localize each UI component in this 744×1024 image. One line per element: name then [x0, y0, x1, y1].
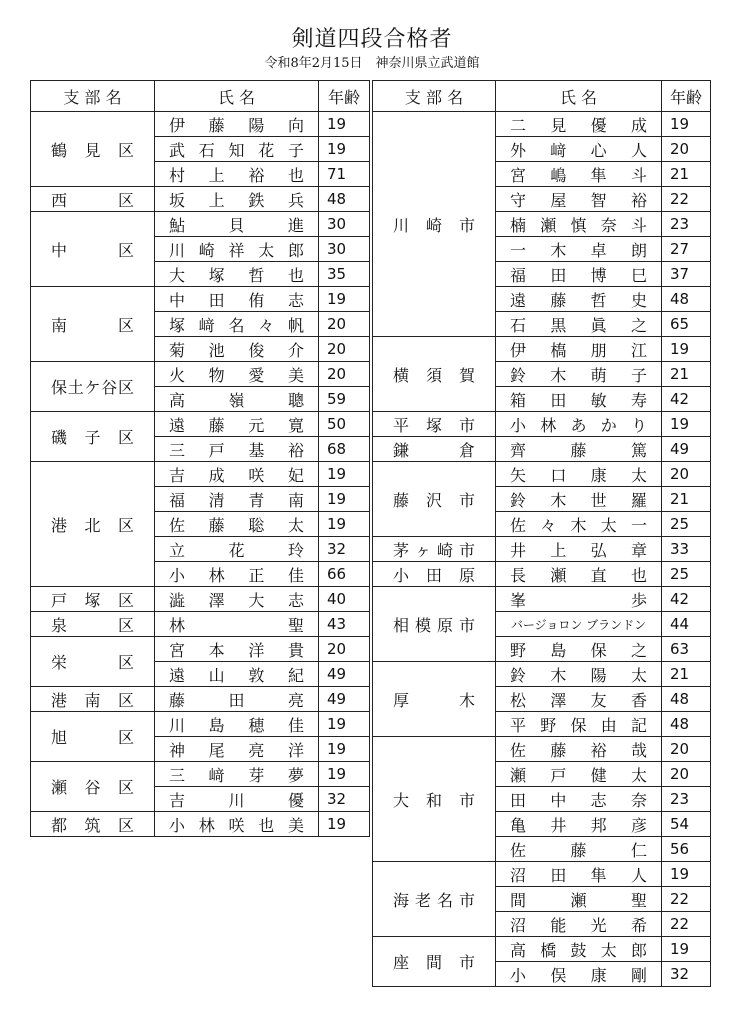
member-age: 22	[662, 187, 711, 212]
branch-name: 横須賀	[373, 337, 496, 412]
left-results-table	[30, 80, 370, 837]
member-name: 火物愛美	[155, 362, 319, 387]
member-age: 25	[662, 562, 711, 587]
member-name: 松澤友香	[496, 687, 662, 712]
member-name: 宮嶋隼斗	[496, 162, 662, 187]
member-name: 高橋鼓太郎	[496, 937, 662, 962]
member-age: 21	[662, 662, 711, 687]
member-age: 20	[319, 312, 370, 337]
member-name: 中田侑志	[155, 287, 319, 312]
branch-name: 厚木	[373, 662, 496, 737]
member-age: 21	[662, 487, 711, 512]
member-name: 三戸基裕	[155, 437, 319, 462]
member-age: 19	[662, 412, 711, 437]
member-name: 佐々木太一	[496, 512, 662, 537]
table-row	[373, 562, 711, 587]
member-age: 40	[319, 587, 370, 612]
member-age: 19	[662, 862, 711, 887]
table-row	[31, 287, 370, 312]
member-age: 35	[319, 262, 370, 287]
member-name: 長瀬直也	[496, 562, 662, 587]
member-name: 坂上鉄兵	[155, 187, 319, 212]
member-age: 19	[319, 512, 370, 537]
member-age: 68	[319, 437, 370, 462]
member-name: 立花玲	[155, 537, 319, 562]
member-age: 19	[319, 137, 370, 162]
table-row	[31, 412, 370, 437]
member-age: 21	[662, 162, 711, 187]
branch-header: 支 部 名	[373, 81, 496, 112]
branch-name: 平塚市	[373, 412, 496, 437]
member-name: 福清青南	[155, 487, 319, 512]
member-name: 鈴木世羅	[496, 487, 662, 512]
member-age: 71	[319, 162, 370, 187]
member-name: 守屋智裕	[496, 187, 662, 212]
member-age: 48	[662, 712, 711, 737]
member-name: 吉川優	[155, 787, 319, 812]
member-age: 32	[662, 962, 711, 987]
member-age: 19	[319, 112, 370, 137]
branch-name: 相模原市	[373, 587, 496, 662]
member-age: 23	[662, 212, 711, 237]
member-name: 野島保之	[496, 637, 662, 662]
member-age: 19	[662, 937, 711, 962]
member-name: 遠藤哲史	[496, 287, 662, 312]
member-name: 宮本洋貴	[155, 637, 319, 662]
member-name: 瀬戸健太	[496, 762, 662, 787]
member-age: 49	[662, 437, 711, 462]
branch-name: 鶴見区	[31, 112, 155, 187]
member-age: 42	[662, 587, 711, 612]
member-age: 56	[662, 837, 711, 862]
member-age: 32	[319, 537, 370, 562]
member-name: 川崎祥太郎	[155, 237, 319, 262]
member-age: 19	[319, 737, 370, 762]
member-name: 峯歩	[496, 587, 662, 612]
member-age: 50	[319, 412, 370, 437]
member-age: 30	[319, 237, 370, 262]
member-name: 沼田隼人	[496, 862, 662, 887]
branch-name: 瀬谷区	[31, 762, 155, 812]
member-name: 佐藤裕哉	[496, 737, 662, 762]
branch-name: 磯子区	[31, 412, 155, 462]
table-row	[373, 537, 711, 562]
branch-name: 鎌倉	[373, 437, 496, 462]
member-age: 23	[662, 787, 711, 812]
table-row	[373, 662, 711, 687]
branch-name: 海老名市	[373, 862, 496, 937]
member-name: 林聖	[155, 612, 319, 637]
member-name: 塚﨑名々帆	[155, 312, 319, 337]
table-row	[373, 737, 711, 762]
member-name: 伊藤陽向	[155, 112, 319, 137]
member-age: 44	[662, 612, 711, 637]
member-name: 伊槗朋江	[496, 337, 662, 362]
table-row	[31, 462, 370, 487]
table-row	[31, 212, 370, 237]
branch-name: 小田原	[373, 562, 496, 587]
table-row	[31, 587, 370, 612]
member-age: 54	[662, 812, 711, 837]
branch-name: 西区	[31, 187, 155, 212]
member-age: 20	[662, 137, 711, 162]
member-name: 小俣康剛	[496, 962, 662, 987]
member-name: 二見優成	[496, 112, 662, 137]
age-header: 年齢	[319, 81, 370, 112]
member-age: 20	[662, 737, 711, 762]
member-name: 遠藤元寛	[155, 412, 319, 437]
name-header: 氏 名	[496, 81, 662, 112]
member-name: 三﨑芽夢	[155, 762, 319, 787]
member-name: 鈴木萌子	[496, 362, 662, 387]
member-name: 小林正佳	[155, 562, 319, 587]
member-age: 19	[662, 337, 711, 362]
branch-name: 中区	[31, 212, 155, 287]
member-name: 神尾亮洋	[155, 737, 319, 762]
member-name: 楠瀬慎奈斗	[496, 212, 662, 237]
branch-name: 港北区	[31, 462, 155, 587]
member-age: 19	[319, 812, 370, 837]
member-name: 遠山敦紀	[155, 662, 319, 687]
member-name: 澁澤大志	[155, 587, 319, 612]
member-age: 20	[319, 337, 370, 362]
branch-name: 藤沢市	[373, 462, 496, 537]
table-row	[373, 862, 711, 887]
branch-name: 港南区	[31, 687, 155, 712]
member-name: 高嶺聰	[155, 387, 319, 412]
member-age: 25	[662, 512, 711, 537]
member-name: 大塚哲也	[155, 262, 319, 287]
member-name: 田中志奈	[496, 787, 662, 812]
member-name: 小林咲也美	[155, 812, 319, 837]
table-row	[373, 412, 711, 437]
table-row	[31, 637, 370, 662]
branch-name: 南区	[31, 287, 155, 362]
member-age: 66	[319, 562, 370, 587]
branch-name: 大和市	[373, 737, 496, 862]
member-name: 吉成咲妃	[155, 462, 319, 487]
branch-name: 栄区	[31, 637, 155, 687]
member-age: 43	[319, 612, 370, 637]
member-name: 井上弘章	[496, 537, 662, 562]
member-age: 30	[319, 212, 370, 237]
table-row	[373, 937, 711, 962]
member-age: 37	[662, 262, 711, 287]
table-row	[373, 337, 711, 362]
table-row	[373, 462, 711, 487]
member-age: 21	[662, 362, 711, 387]
member-name: 佐藤聡太	[155, 512, 319, 537]
table-row	[31, 362, 370, 387]
exam-date-venue: 令和8年2月15日 神奈川県立武道館	[264, 56, 480, 71]
member-name: 鈴木陽太	[496, 662, 662, 687]
member-age: 32	[319, 787, 370, 812]
member-age: 33	[662, 537, 711, 562]
member-age: 20	[662, 762, 711, 787]
member-name: 箱田敏寿	[496, 387, 662, 412]
member-name: 佐藤仁	[496, 837, 662, 862]
member-name: 矢口康太	[496, 462, 662, 487]
table-row	[31, 687, 370, 712]
table-row	[31, 812, 370, 837]
branch-name: 戸塚区	[31, 587, 155, 612]
member-age: 65	[662, 312, 711, 337]
member-name: 間瀬聖	[496, 887, 662, 912]
member-age: 48	[662, 287, 711, 312]
table-row	[373, 112, 711, 137]
member-name: 亀井邦彦	[496, 812, 662, 837]
branch-name: 川崎市	[373, 112, 496, 337]
right-results-table	[372, 80, 711, 987]
member-age: 59	[319, 387, 370, 412]
member-age: 48	[662, 687, 711, 712]
table-row	[31, 712, 370, 737]
member-age: 20	[319, 362, 370, 387]
branch-name: 泉区	[31, 612, 155, 637]
member-age: 19	[319, 762, 370, 787]
member-name: 鮎貝進	[155, 212, 319, 237]
member-age: 20	[662, 462, 711, 487]
member-age: 19	[319, 712, 370, 737]
member-name: 一木卓朗	[496, 237, 662, 262]
member-age: 19	[319, 487, 370, 512]
member-age: 63	[662, 637, 711, 662]
member-age: 19	[319, 462, 370, 487]
member-age: 19	[319, 287, 370, 312]
member-name: 沼能光希	[496, 912, 662, 937]
member-name: 小林あかり	[496, 412, 662, 437]
member-name: 武石知花子	[155, 137, 319, 162]
member-name: バージョロン ブランドン	[496, 612, 662, 637]
member-age: 49	[319, 687, 370, 712]
member-name: 村上裕也	[155, 162, 319, 187]
table-row	[373, 587, 711, 612]
branch-name: 茅ヶ崎市	[373, 537, 496, 562]
member-name: 川島穂佳	[155, 712, 319, 737]
table-row	[31, 187, 370, 212]
member-age: 42	[662, 387, 711, 412]
table-row	[373, 437, 711, 462]
member-age: 27	[662, 237, 711, 262]
member-age: 19	[662, 112, 711, 137]
member-name: 藤田亮	[155, 687, 319, 712]
branch-name: 旭区	[31, 712, 155, 762]
member-name: 石黒眞之	[496, 312, 662, 337]
member-age: 49	[319, 662, 370, 687]
table-row	[31, 612, 370, 637]
member-age: 22	[662, 887, 711, 912]
member-name: 菊池俊介	[155, 337, 319, 362]
member-age: 20	[319, 637, 370, 662]
branch-name: 座間市	[373, 937, 496, 987]
age-header: 年齢	[662, 81, 711, 112]
table-row	[31, 112, 370, 137]
member-name: 外﨑心人	[496, 137, 662, 162]
member-name: 齊藤篤	[496, 437, 662, 462]
member-name: 平野保由記	[496, 712, 662, 737]
branch-header: 支 部 名	[31, 81, 155, 112]
member-name: 福田博巳	[496, 262, 662, 287]
branch-name: 保土ケ谷区	[31, 362, 155, 412]
page-title: 剣道四段合格者	[291, 27, 453, 52]
table-row	[31, 762, 370, 787]
branch-name: 都筑区	[31, 812, 155, 837]
name-header: 氏 名	[155, 81, 319, 112]
member-age: 48	[319, 187, 370, 212]
member-age: 22	[662, 912, 711, 937]
